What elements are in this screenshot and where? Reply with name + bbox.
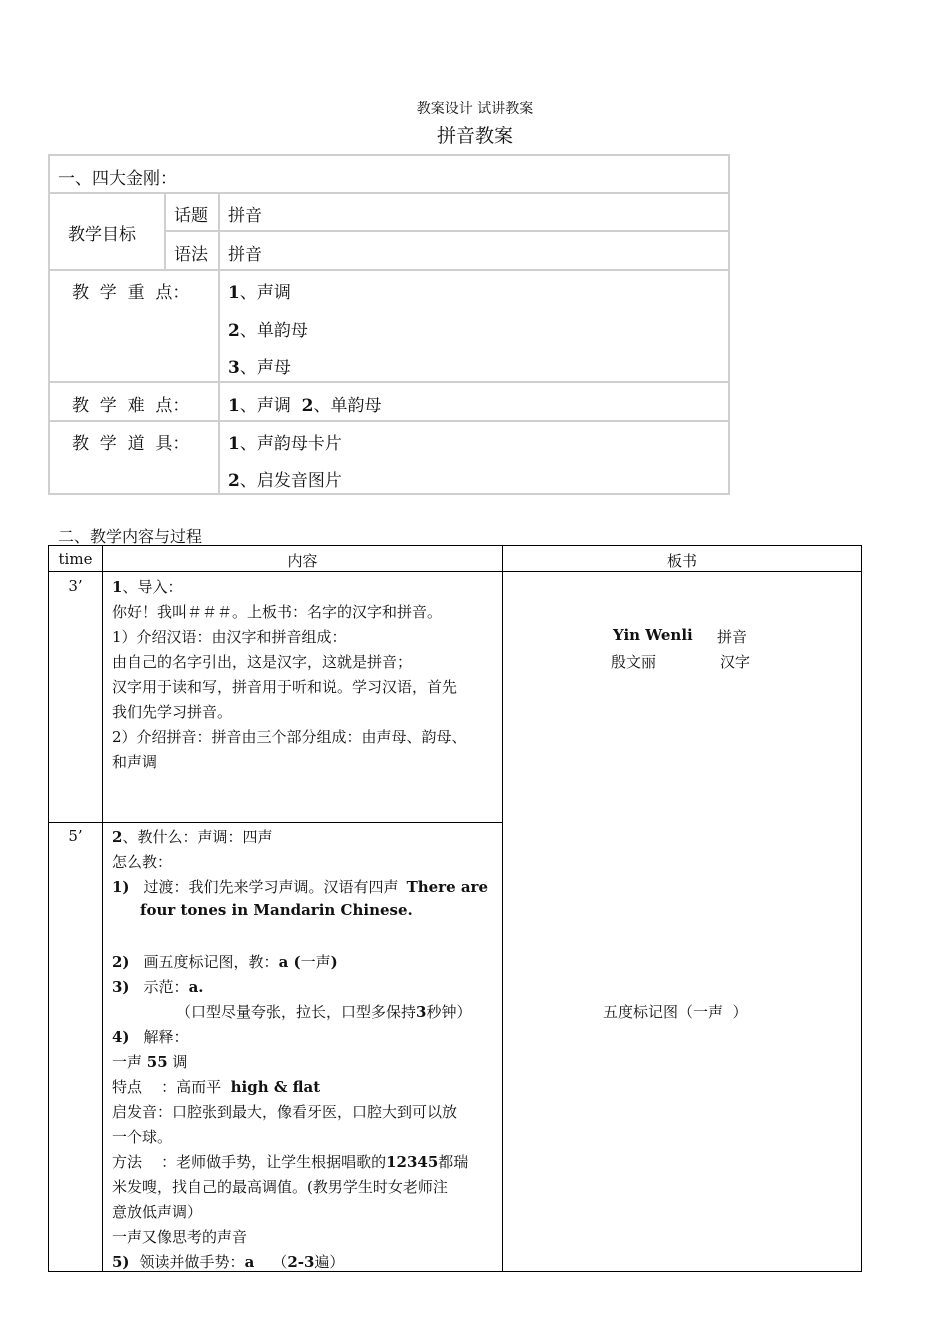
goal-label: 教学目标 [68,225,136,245]
text-line: 一个球。 [112,1128,173,1146]
text-line: （口型尽量夸张，拉长，口型多保持3秒钟） [176,1003,472,1021]
text-line: 和声调 [112,753,158,771]
key-point-item: 1、声调 [228,283,291,303]
text-line: 5) 领读并做手势：a （2-3遍） [112,1253,345,1271]
text-line: 2、教什么：声调：四声 [112,828,273,846]
text-line: 我们先学习拼音。 [112,703,233,721]
col-content-header: 内容 [287,552,318,570]
lesson-table [48,545,862,1272]
row1-time: 3’ [68,577,83,595]
divider [49,822,503,823]
board-pinyin: 拼音 [717,628,748,646]
board-name-en: Yin Wenli [613,626,693,644]
divider [164,192,166,270]
header-subtitle: 教案设计 试讲教案 [416,101,534,117]
divider [50,420,728,422]
text-line: 1）介绍汉语：由汉字和拼音组成： [112,628,347,646]
text-line: 1、导入： [112,578,183,596]
text-line: 特点 ：高而平 high & flat [112,1078,321,1096]
difficulty-label: 教 学 难 点： [72,396,190,416]
text-line: 启发音：口腔张到最大，像看牙医，口腔大到可以放 [112,1103,458,1121]
key-point-item: 2、单韵母 [228,321,308,341]
divider [164,230,728,232]
text-line: four tones in Mandarin Chinese. [140,901,413,919]
text-line: 2) 画五度标记图，教：a (一声) [112,953,338,971]
page-title: 拼音教案 [436,125,513,147]
text-line: 意放低声调） [112,1203,203,1221]
topic-label: 话题 [174,206,208,226]
divider [50,269,728,271]
text-line: 2）介绍拼音：拼音由三个部分组成：由声母、韵母、 [112,728,467,746]
board-tone-chart: 五度标记图（一声 ） [603,1003,748,1021]
board-name-cn: 殷文丽 [611,653,657,671]
board-hanzi: 汉字 [720,653,751,671]
divider [50,192,728,194]
text-line: 你好！我叫＃＃＃。上板书：名字的汉字和拼音。 [112,603,443,621]
text-line: 4) 解释： [112,1028,189,1046]
section1-title: 一、四大金刚： [58,169,177,189]
section2-title: 二、教学内容与过程 [58,527,203,546]
summary-table [48,154,730,495]
text-line: 一声 55 调 [112,1053,188,1071]
tools-label: 教 学 道 具： [72,434,190,454]
row2-time: 5’ [68,827,83,845]
key-points-label: 教 学 重 点： [72,283,190,303]
text-line: 3) 示范：a. [112,978,204,996]
text-line: 米发嗖，找自己的最高调值。(教男学生时女老师注 [112,1178,448,1196]
topic-value: 拼音 [228,206,262,226]
text-line: 怎么教： [112,853,173,871]
tool-item: 2、启发音图片 [228,471,342,491]
text-line: 由自己的名字引出，这是汉字，这就是拼音； [112,653,413,671]
tool-item: 1、声韵母卡片 [228,434,342,454]
divider [218,192,220,493]
divider [102,546,103,1271]
text-line: 一声又像思考的声音 [112,1228,248,1246]
text-line: 汉字用于读和写，拼音用于听和说。学习汉语，首先 [112,678,458,696]
grammar-value: 拼音 [228,245,262,265]
difficulty-items: 1、声调 2、单韵母 [228,396,382,416]
divider [50,381,728,383]
divider [49,571,861,572]
col-time-header: time [58,550,93,568]
grammar-label: 语法 [174,245,208,265]
col-board-header: 板书 [666,552,697,570]
key-point-item: 3、声母 [228,358,291,378]
text-line: 1) 过渡：我们先来学习声调。汉语有四声 There are [112,878,489,896]
text-line: 方法 ：老师做手势，让学生根据唱歌的12345都瑞 [112,1153,469,1171]
divider [502,546,503,1271]
